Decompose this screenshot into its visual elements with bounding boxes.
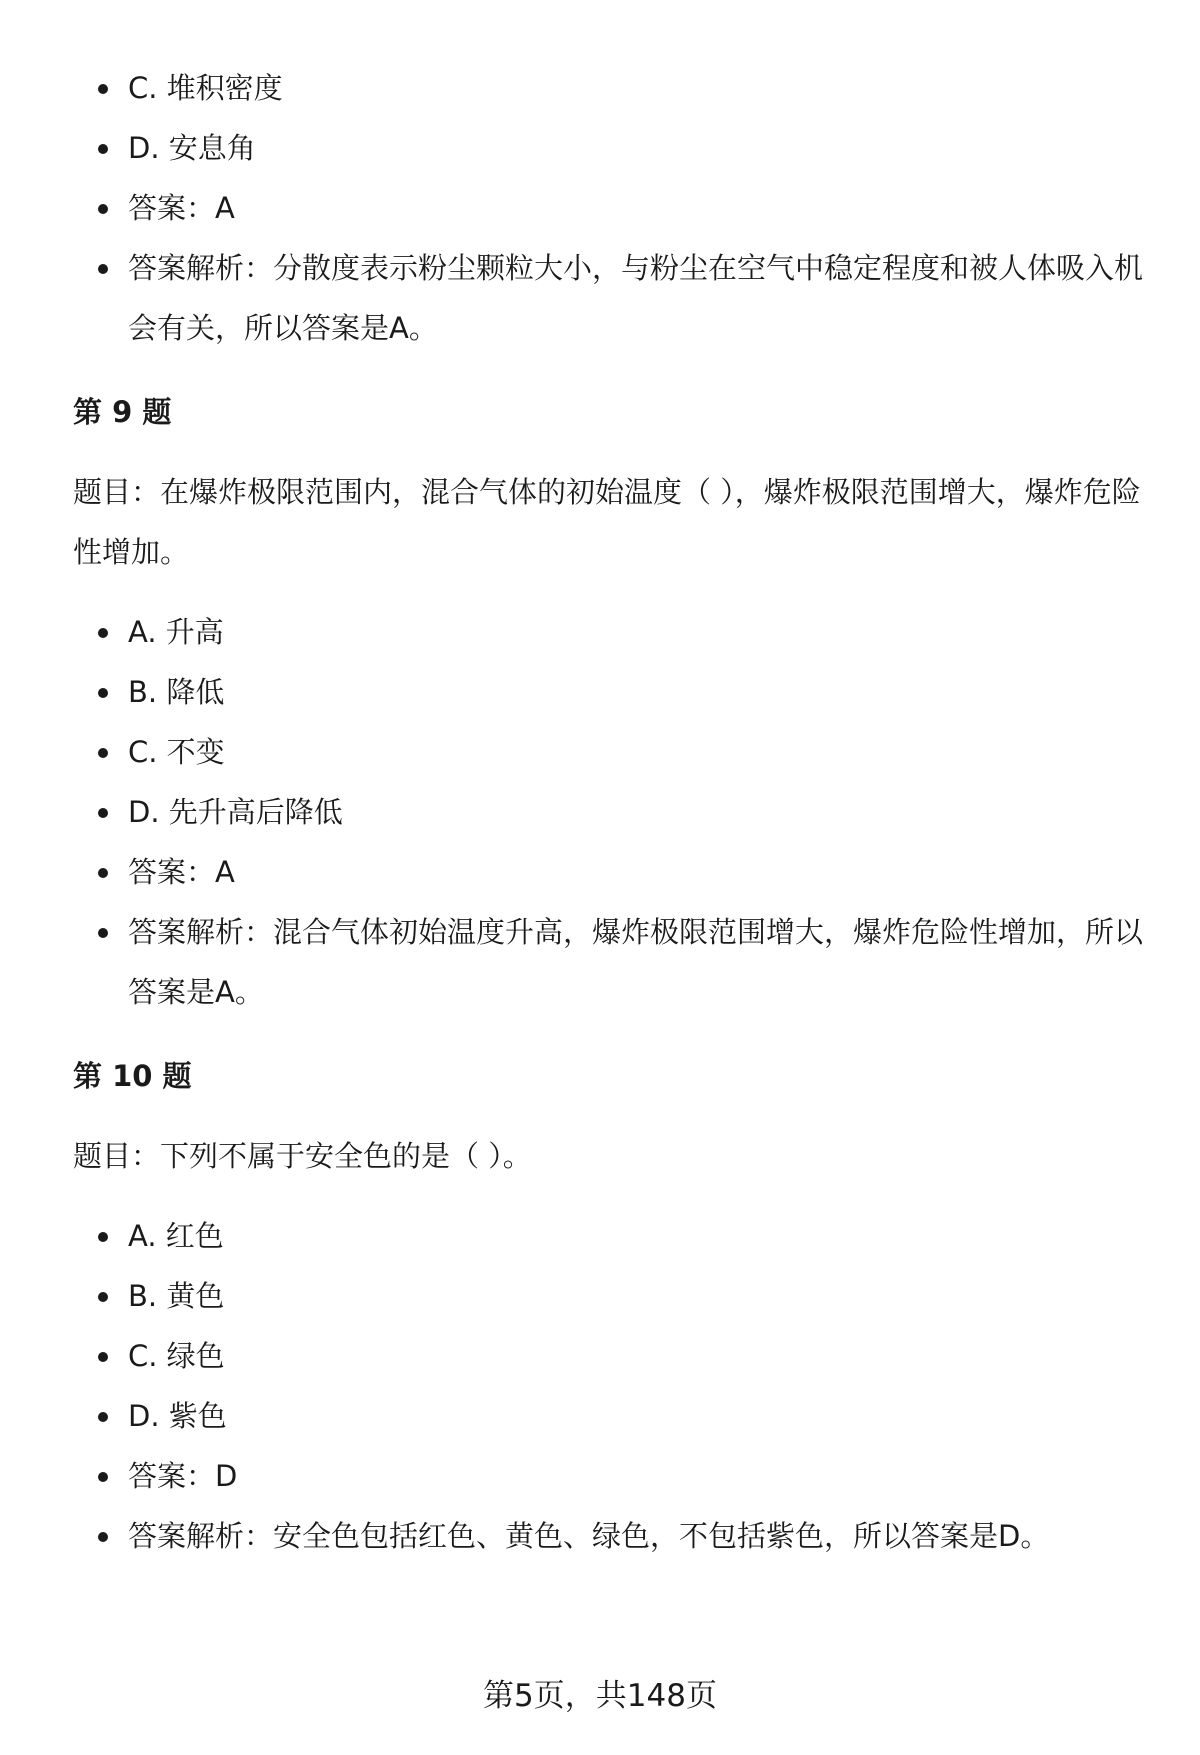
option-b: B. 黄色 xyxy=(73,1266,1163,1326)
answer: 答案：A xyxy=(73,842,1163,902)
option-c: C. 绿色 xyxy=(73,1326,1163,1386)
question-10-options xyxy=(73,1206,1163,1566)
question-9-title: 第 9 题 xyxy=(73,395,172,429)
option-b: B. 降低 xyxy=(73,662,1163,722)
option-d: D. 安息角 xyxy=(73,118,1163,178)
previous-question-options xyxy=(73,58,1163,358)
question-9-options xyxy=(73,602,1163,1022)
answer-explanation: 答案解析：安全色包括红色、黄色、绿色，不包括紫色，所以答案是D。 xyxy=(73,1506,1163,1566)
option-c: C. 不变 xyxy=(73,722,1163,782)
option-d: D. 先升高后降低 xyxy=(73,782,1163,842)
question-10-title: 第 10 题 xyxy=(73,1059,192,1093)
answer: 答案：A xyxy=(73,178,1163,238)
document-page xyxy=(73,58,1163,1566)
answer-explanation: 答案解析：分散度表示粉尘颗粒大小，与粉尘在空气中稳定程度和被人体吸入机会有关，所以答案是A。 xyxy=(73,238,1163,358)
answer-explanation: 答案解析：混合气体初始温度升高，爆炸极限范围增大，爆炸危险性增加，所以答案是A。 xyxy=(73,902,1163,1022)
option-d: D. 紫色 xyxy=(73,1386,1163,1446)
page-number-footer: 第5页，共148页 xyxy=(483,1678,717,1714)
question-9-stem: 题目：在爆炸极限范围内，混合气体的初始温度（ ），爆炸极限范围增大，爆炸危险性增加。 xyxy=(73,475,1141,569)
option-a: A. 红色 xyxy=(73,1206,1163,1266)
option-c: C. 堆积密度 xyxy=(73,58,1163,118)
option-a: A. 升高 xyxy=(73,602,1163,662)
question-10-stem: 题目：下列不属于安全色的是（ ）。 xyxy=(73,1139,532,1173)
answer: 答案：D xyxy=(73,1446,1163,1506)
